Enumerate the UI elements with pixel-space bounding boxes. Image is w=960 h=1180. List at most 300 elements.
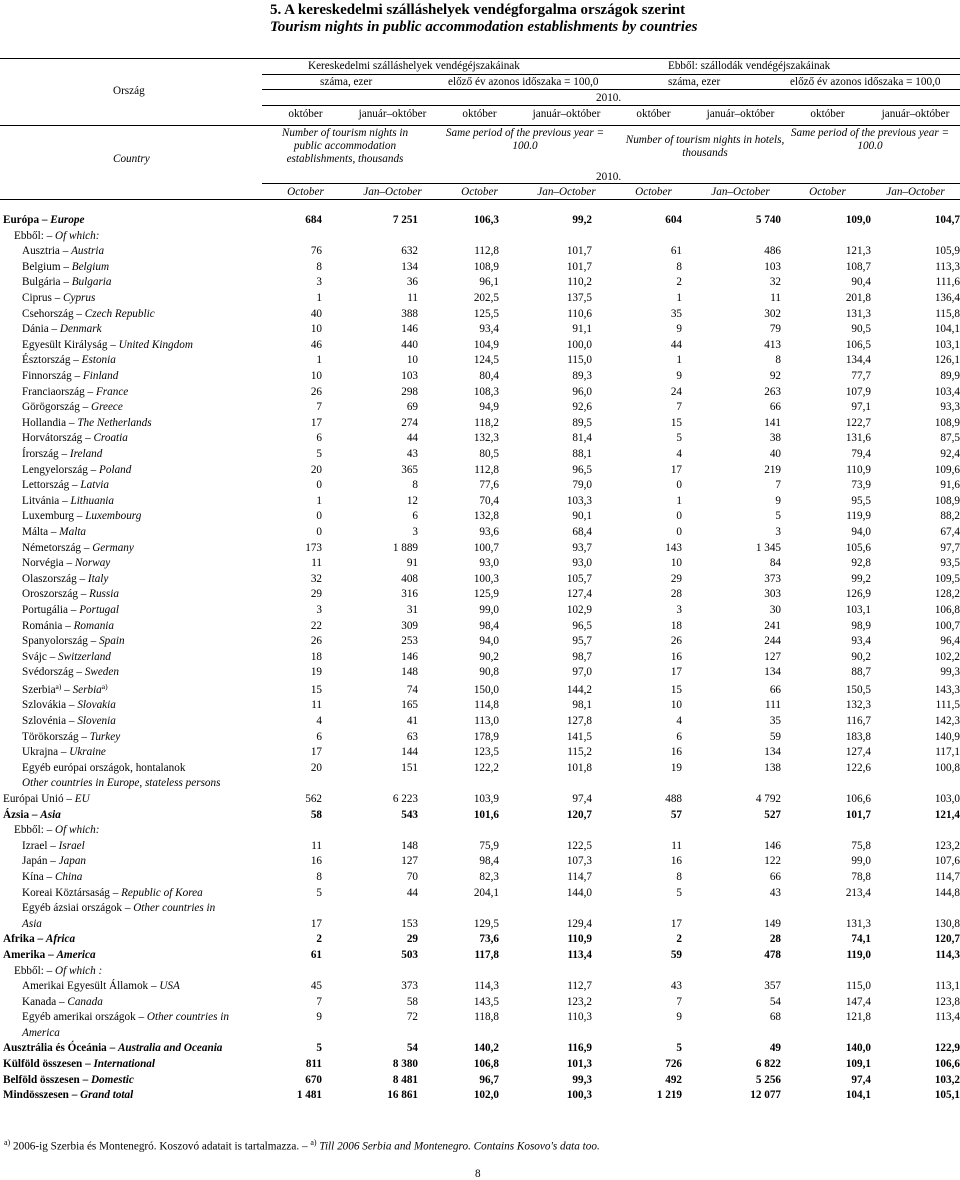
cell-value: 125,9 [473,588,499,601]
cell-value: 5 [676,432,682,445]
cell-value: 44 [406,886,418,899]
g2-index-label: előző év azonos időszaka = 100,0 [790,76,941,88]
cell-value: 132,3 [845,699,871,712]
label-hu: Svédország [22,666,74,679]
cell-value: 373 [401,980,418,993]
cell-value: 150,0 [473,683,499,696]
cell-value: 82,3 [479,870,499,883]
cell-value: 124,5 [473,354,499,367]
cell-value: 73,6 [479,933,499,946]
table-row [0,274,960,290]
col-en-oct-3: October [635,186,672,198]
table-row [0,586,960,602]
row-label: Egyesült Királyság – United Kingdom [22,338,193,351]
cell-value [418,228,499,244]
footnote-mark: a) [4,1138,11,1147]
cell-value: 117,1 [935,746,960,759]
table-row [0,306,960,322]
col-oct-1: október [288,108,323,120]
cell-value: 105,9 [934,245,960,258]
table-row [0,508,960,524]
cell-value: 105,7 [566,572,592,585]
table-row [0,212,960,228]
label-hu: Görögország [22,401,80,414]
cell-value: 316 [401,588,418,601]
cell-value: 76 [310,245,322,258]
cell-value: 17 [670,917,682,930]
cell-value: 112,8 [474,245,499,258]
label-hu: Spanyolország [22,635,88,648]
row-label: Svédország – Sweden [22,666,119,679]
table-row [0,1087,960,1103]
label-hu: Európa [3,214,40,227]
cell-value: 144,2 [566,683,592,696]
row-label: Egyéb amerikai országok – Other countries in [22,1011,229,1024]
cell-value: 114,7 [935,870,960,883]
cell-value: 213,4 [845,886,871,899]
label-en: Portugal [79,603,119,616]
cell-value: 106,8 [934,603,960,616]
cell-value: 95,7 [572,635,592,648]
cell-value: 107,3 [566,855,592,868]
cell-value: 2 [316,933,322,946]
cell-value [262,822,322,838]
label-en: Poland [99,463,132,476]
cell-value: 151 [401,761,418,774]
cell-value: 9 [676,370,682,383]
row-label: Ausztrália és Óceánia – Australia and Oceania [3,1042,223,1055]
cell-value: 127,4 [845,746,871,759]
row-label: Egyéb ázsiai országok – Other countries in [22,902,216,915]
cell-value: 43 [670,980,682,993]
cell-value: 122,5 [566,839,592,852]
cell-value: 138 [764,761,781,774]
label-hu: Oroszország [22,588,78,601]
cell-value: 413 [764,338,781,351]
cell-value: 108,3 [473,385,499,398]
cell-value: 74,1 [851,933,871,946]
cell-value: 97,0 [572,666,592,679]
cell-value: 103,1 [845,603,871,616]
table-row [0,368,960,384]
label-en: Finland [82,370,119,383]
cell-value: 1 [316,494,322,507]
cell-value: 113,1 [935,980,960,993]
cell-value: 132,3 [473,432,499,445]
row-label: Olaszország – Italy [22,572,109,585]
cell-value: 57 [670,808,682,821]
cell-value: 302 [764,307,781,320]
table-row [0,493,960,509]
cell-value: 173 [305,541,322,554]
table-row [0,477,960,493]
row-label: Ebből: – Of which : [14,964,103,977]
cell-value: 105,6 [845,541,871,554]
cell-value: 10 [670,699,682,712]
cell-value: 149 [764,917,781,930]
cell-value: 110,9 [567,933,592,946]
row-label: Lengyelország – Poland [22,463,132,476]
cell-value: 111 [765,699,781,712]
label-hu: Norvégia [22,557,64,570]
cell-value: 5 [316,1042,322,1055]
label-hu: Luxemburg [22,510,74,523]
cell-value: 106,6 [845,792,871,805]
cell-value: 58 [406,995,418,1008]
row-label: Ausztria – Austria [22,245,105,258]
cell-value: 122,6 [845,761,871,774]
cell-value: 143,5 [473,995,499,1008]
cell-value: 112,8 [474,463,499,476]
cell-value: 93,6 [479,525,499,538]
cell-value [418,822,499,838]
cell-value [682,900,781,916]
label-hu: Finnország [22,370,72,383]
cell-value: 110,3 [567,1011,592,1024]
cell-value: 140,2 [473,1042,499,1055]
label-en: International [93,1058,156,1071]
label-en: Ukraine [69,746,106,759]
row-label: Franciaország – France [22,385,129,398]
cell-value: 115,0 [846,980,871,993]
label-en: Cyprus [63,292,96,305]
table-row [0,744,960,760]
cell-value: 78,8 [851,870,871,883]
cell-value: 66 [769,401,781,414]
row-label: Horvátország – Croatia [22,432,128,445]
label-en: USA [159,980,180,993]
cell-value: 5 740 [755,214,781,227]
table-row [0,713,960,729]
row-label: Finnország – Finland [22,370,119,383]
cell-value: 68 [769,1011,781,1024]
cell-value: 121,3 [845,245,871,258]
row-label: Hollandia – The Netherlands [22,416,152,429]
cell-value [322,822,418,838]
table-row [0,1009,960,1025]
cell-value: 97,4 [572,792,592,805]
cell-value: 110,6 [567,307,592,320]
cell-value: 99,3 [572,1073,592,1086]
cell-value: 388 [401,307,418,320]
cell-value: 44 [406,432,418,445]
cell-value: 604 [665,214,682,227]
label-en: Bulgaria [71,276,112,289]
label-hu: Egyéb ázsiai országok [22,902,123,915]
cell-value: 129,4 [566,917,592,930]
cell-value: 102,9 [566,603,592,616]
label-en: Norway [74,557,111,570]
cell-value [592,1025,682,1041]
cell-value: 54 [769,995,781,1008]
cell-value: 16 861 [387,1089,418,1102]
col-oct-4: október [810,108,845,120]
cell-value: 92,6 [572,401,592,414]
footnote: $^{a)}$ 2006-ig Szerbia és Montenegró. Koszovó adatait is tartalmazza. – $^{a)}$ Till 2006 Serbia and Montenegro. Contains Kosovo's data too. [4,1138,600,1153]
table-row [0,571,960,587]
cell-value: 503 [401,948,418,961]
row-label: Ebből: – Of which: [14,824,100,837]
cell-value: 123,2 [566,995,592,1008]
label-hu: Málta [22,525,49,538]
cell-value: 116,9 [567,1042,592,1055]
label-en: Africa [45,933,76,946]
cell-value: 109,5 [934,572,960,585]
label-hu: Mindösszesen [3,1089,69,1102]
col-en-oct-1: October [287,186,324,198]
en-g2a-label: Number of tourism nights in hotels, thousands [625,134,785,159]
cell-value: 101,7 [845,808,871,821]
cell-value: 97,4 [851,1073,871,1086]
cell-value: 5 [775,510,781,523]
col-janoct-1: január–október [358,108,427,120]
table-row [0,462,960,478]
en-g1b-label: Same period of the previous year = 100.0 [445,127,605,152]
label-hu: Amerikai Egyesült Államok [22,980,149,993]
cell-value: 1 481 [296,1089,322,1102]
cell-value: 46 [310,338,322,351]
label-hu: Európai Unió [3,792,64,805]
cell-value: 12 077 [750,1089,781,1102]
cell-value: 41 [406,715,418,727]
table-row [0,555,960,571]
cell-value: 5 [316,886,322,899]
cell-value: 100,3 [566,1089,592,1102]
row-label: Németország – Germany [22,541,134,554]
col-janoct-3: január–október [706,108,775,120]
cell-value: 28 [670,588,682,601]
label-sup-en: a) [101,681,108,691]
cell-value: 90,2 [851,650,871,663]
table-row [0,884,960,900]
cell-value: 112,7 [567,980,592,993]
cell-value: 119,0 [846,948,871,961]
cell-value: 99,2 [572,214,592,227]
cell-value: 61 [670,245,682,258]
cell-value: 11 [311,557,322,570]
label-hu: Szlovénia [22,715,67,727]
table-row [0,259,960,275]
cell-value: 5 256 [755,1073,781,1086]
label-en: Russia [89,588,119,601]
cell-value: 1 [676,494,682,507]
en-g2b-label: Same period of the previous year = 100.0 [790,127,950,152]
label-en: Luxembourg [85,510,142,523]
cell-value: 32 [769,276,781,289]
cell-value: 80,4 [479,370,499,383]
cell-value: 142,3 [934,715,960,727]
row-label: Külföld összesen – International [3,1058,156,1071]
cell-value: 8 [775,354,781,367]
cell-value: 2 [676,276,682,289]
cell-value: 35 [670,307,682,320]
year-label-en: 2010. [596,171,622,183]
cell-value: 96,5 [572,463,592,476]
cell-value [262,900,322,916]
cell-value: 113,3 [935,260,960,273]
row-label: Afrika – Africa [3,933,76,946]
cell-value: 202,5 [473,292,499,305]
country-en-label: Country [113,153,150,165]
cell-value: 143,3 [934,683,960,696]
cell-value: 26 [310,635,322,648]
cell-value: 106,8 [473,1058,499,1071]
cell-value: 8 380 [392,1058,418,1071]
cell-value: 79 [769,323,781,336]
cell-value: 144,0 [566,886,592,899]
label-hu: Egyesült Királyság [22,338,108,351]
label-en: Asia [22,917,42,930]
cell-value: 1 [316,354,322,367]
row-label: Mindösszesen – Grand total [3,1089,134,1102]
cell-value: 107,6 [934,855,960,868]
cell-value: 165 [401,699,418,712]
cell-value: 11 [311,839,322,852]
cell-value: 298 [401,385,418,398]
cell-value: 90,1 [572,510,592,523]
cell-value [871,775,960,791]
label-en: Japan [58,855,87,868]
cell-value: 16 [670,746,682,759]
cell-value: 103,9 [473,792,499,805]
cell-value: 241 [764,619,781,632]
cell-value: 5 [676,1042,682,1055]
cell-value: 115,0 [567,354,592,367]
table-row [0,962,960,978]
col-oct-3: október [636,108,671,120]
label-en: America [56,948,96,961]
cell-value: 244 [764,635,781,648]
cell-value: 113,4 [567,948,592,961]
table-row [0,994,960,1010]
cell-value: 116,7 [846,715,871,727]
cell-value: 12 [406,494,418,507]
cell-value: 123,8 [934,995,960,1008]
cell-value: 309 [401,619,418,632]
table-row [0,290,960,306]
cell-value: 562 [305,792,322,805]
cell-value: 35 [769,715,781,727]
cell-value: 143 [665,541,682,554]
cell-value: 129,5 [473,917,499,930]
cell-value: 97,1 [851,401,871,414]
row-label: Ukrajna – Ukraine [22,746,106,759]
row-label: Belgium – Belgium [22,260,110,273]
cell-value: 127 [401,855,418,868]
row-label: Luxemburg – Luxembourg [22,510,142,523]
label-en: Croatia [93,432,128,445]
cell-value: 19 [670,761,682,774]
cell-value: 26 [670,635,682,648]
table-row [0,524,960,540]
label-hu: Ebből: [14,964,44,977]
cell-value: 98,1 [572,699,592,712]
cell-value: 134 [764,746,781,759]
table-row [0,399,960,415]
row-label: Szlovénia – Slovenia [22,715,116,727]
cell-value: 8 481 [392,1073,418,1086]
label-hu: Kanada [22,995,57,1008]
table-row [0,760,960,776]
label-en: Denmark [59,323,102,336]
cell-value: 88,2 [940,510,960,523]
label-en: Of which: [55,229,100,242]
cell-value [781,900,871,916]
cell-value: 17 [310,917,322,930]
cell-value: 140,9 [934,730,960,743]
cell-value: 4 [676,448,682,460]
cell-value: 357 [764,980,781,993]
cell-value: 7 [316,401,322,414]
table-row [0,729,960,745]
cell-value: 93,4 [851,635,871,648]
cell-value: 16 [670,855,682,868]
label-hu: Litvánia [22,494,60,507]
table-row [0,633,960,649]
cell-value: 1 [676,354,682,367]
cell-value: 26 [310,385,322,398]
cell-value: 118,2 [474,416,499,429]
table-row [0,1056,960,1072]
label-en: Of which : [55,964,103,977]
cell-value: 19 [310,666,322,679]
cell-value: 105,1 [934,1089,960,1102]
cell-value: 144,8 [934,886,960,899]
cell-value: 30 [769,603,781,616]
cell-value: 66 [769,870,781,883]
cell-value: 478 [764,948,781,961]
label-en: Turkey [89,730,121,743]
cell-value: 134 [401,260,418,273]
row-label: Észtország – Estonia [22,354,116,367]
table-row [0,680,960,698]
cell-value [871,900,960,916]
cell-value: 94,9 [479,401,499,414]
row-label: Európai Unió – EU [3,792,90,805]
cell-value: 131,3 [845,307,871,320]
label-en: America [22,1026,60,1039]
cell-value: 15 [670,416,682,429]
table-row [0,806,960,822]
cell-value: 109,0 [845,214,871,227]
g1-index-label: előző év azonos időszaka = 100,0 [448,76,599,88]
cell-value: 153 [401,917,418,930]
table-row [0,602,960,618]
label-hu: Olaszország [22,572,77,585]
label-hu: Ausztria [22,245,60,258]
cell-value: 119,9 [846,510,871,523]
cell-value: 97,7 [940,541,960,554]
cell-value: 9 [676,323,682,336]
cell-value [781,775,871,791]
cell-value: 90,5 [851,323,871,336]
cell-value: 114,3 [935,948,960,961]
cell-value: 126,1 [934,354,960,367]
cell-value: 93,4 [479,323,499,336]
cell-value [499,775,592,791]
cell-value [592,900,682,916]
row-label [0,775,262,791]
cell-value [871,1025,960,1041]
row-label: Dánia – Denmark [22,323,102,336]
cell-value [499,962,592,978]
cell-value: 106,5 [845,338,871,351]
table-row [0,430,960,446]
cell-value: 126,9 [845,588,871,601]
cell-value: 103,0 [934,792,960,805]
cell-value: 92,4 [940,448,960,460]
label-hu: Horvátország [22,432,83,445]
